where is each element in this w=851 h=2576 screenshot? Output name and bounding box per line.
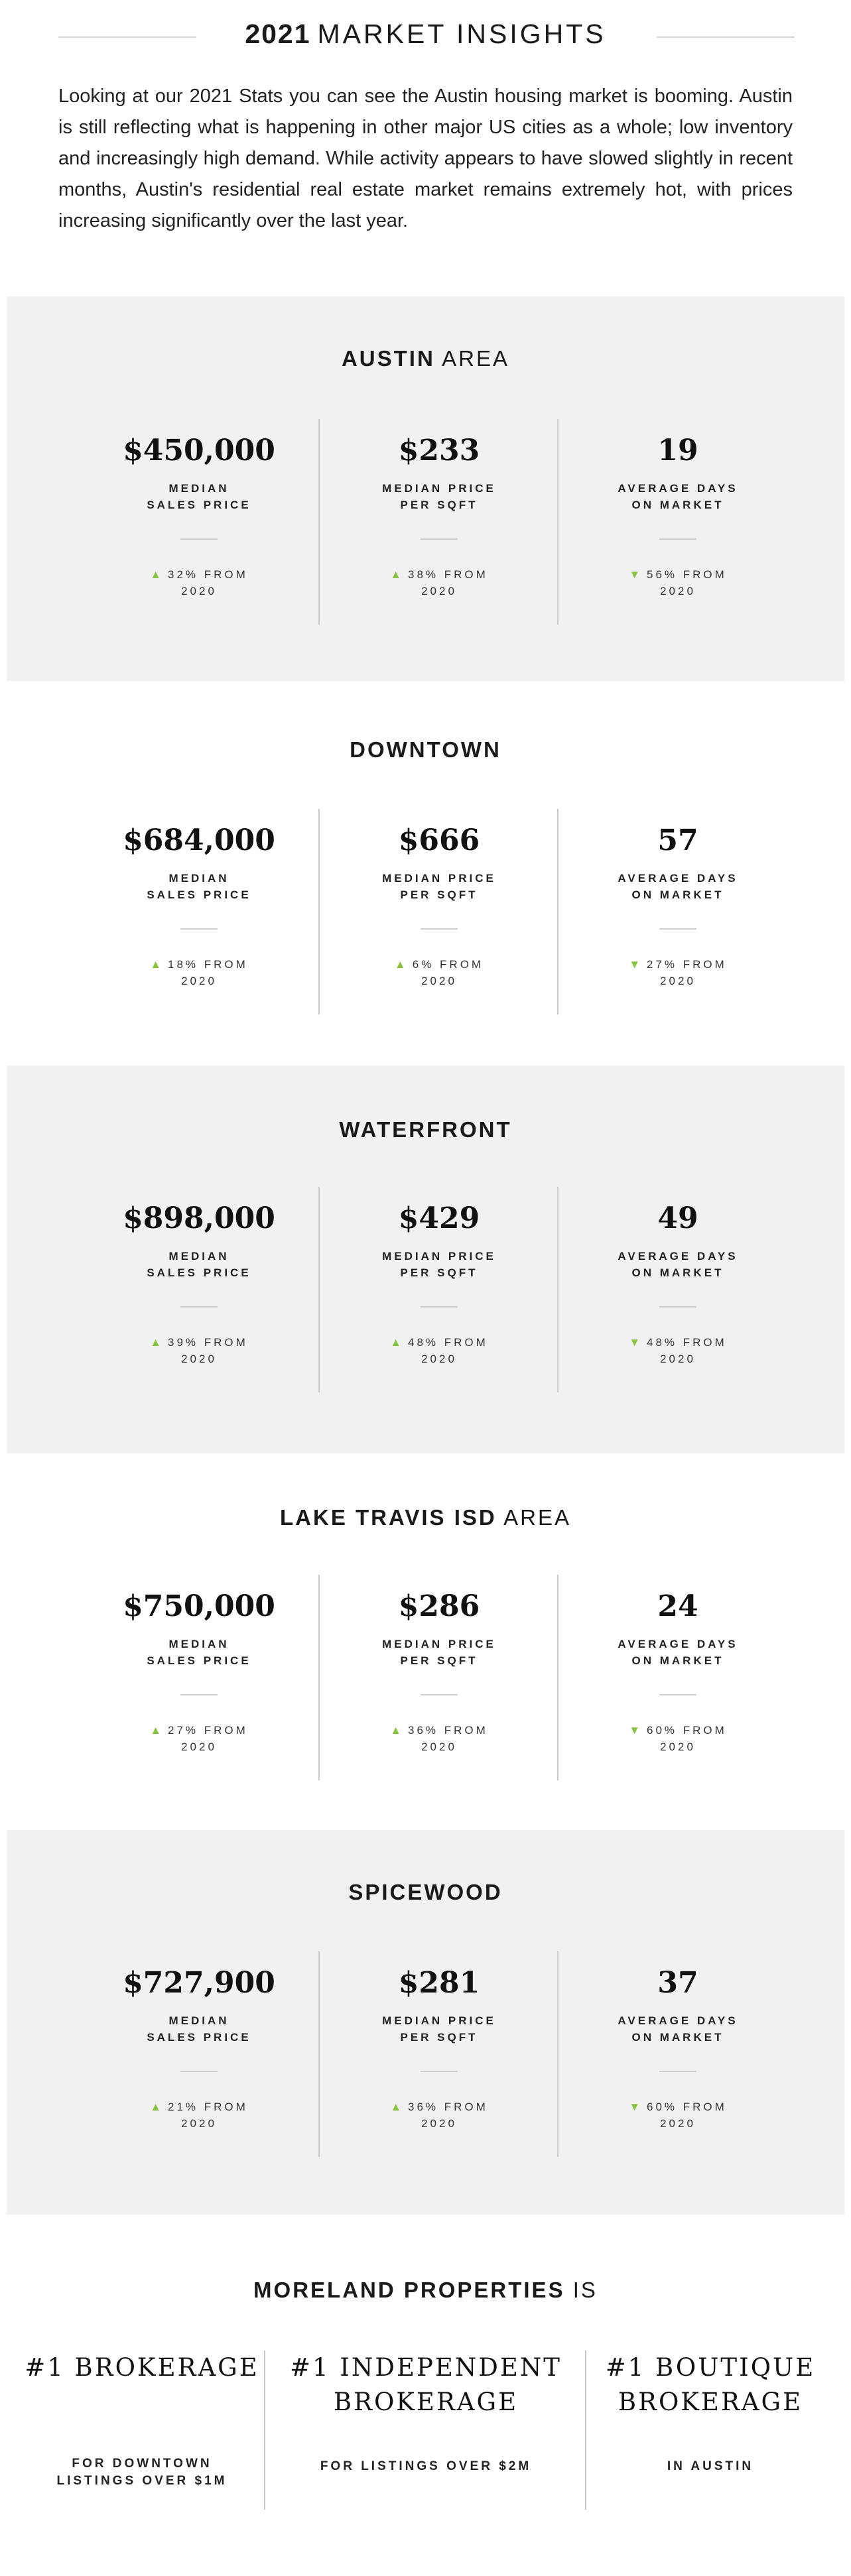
- divider: [659, 2071, 696, 2072]
- page-header: [0, 0, 851, 78]
- stat-value: $286: [398, 1589, 480, 1623]
- stat-value: 49: [657, 1201, 698, 1235]
- divider: [659, 928, 696, 930]
- stat-change-text: 48% FROM 2020: [647, 1336, 727, 1365]
- stat-median-price-per-sqft: [318, 419, 558, 625]
- arrow-up-icon: ▲: [150, 568, 162, 581]
- page-title: [0, 19, 851, 50]
- stat-change: [80, 2099, 318, 2132]
- award-independent-brokerage: [264, 2351, 586, 2510]
- stat-label: AVERAGE DAYS ON MARKET: [618, 2014, 738, 2044]
- stat-change: [558, 956, 797, 989]
- section-austin: [7, 296, 844, 681]
- section-waterfront: [7, 1066, 844, 1453]
- section-title: [7, 346, 844, 371]
- footer-title: [0, 2278, 851, 2303]
- stat-value: $898,000: [123, 1201, 275, 1235]
- stat-label: AVERAGE DAYS ON MARKET: [618, 1250, 738, 1279]
- stat-change-text: 6% FROM 2020: [412, 958, 484, 987]
- stat-median-sales-price: [80, 809, 318, 1014]
- stats-row: [7, 1187, 844, 1392]
- stat-change-text: 27% FROM 2020: [168, 1724, 248, 1753]
- divider: [180, 1694, 218, 1695]
- divider: [180, 928, 218, 930]
- divider: [659, 1306, 696, 1308]
- section-title: [7, 1880, 844, 1905]
- stat-value: 24: [657, 1589, 698, 1623]
- divider: [421, 928, 458, 930]
- stat-average-days-on-market: [557, 809, 797, 1014]
- stat-label: MEDIAN SALES PRICE: [147, 872, 251, 901]
- stats-row: [7, 419, 844, 625]
- arrow-down-icon: ▼: [629, 2101, 641, 2113]
- stat-change-text: 60% FROM 2020: [647, 1724, 727, 1753]
- footer-title-light: IS: [572, 2278, 598, 2302]
- section-spicewood: [7, 1830, 844, 2215]
- section-title-bold: LAKE TRAVIS ISD: [280, 1505, 497, 1530]
- stat-value: $684,000: [123, 824, 275, 857]
- stat-value: $750,000: [123, 1589, 275, 1623]
- stat-change-text: 27% FROM 2020: [647, 958, 727, 987]
- award-boutique-brokerage: [585, 2351, 834, 2510]
- stat-median-sales-price: [80, 1575, 318, 1780]
- stat-median-sales-price: [80, 419, 318, 625]
- award-headline: #1 INDEPENDENT BROKERAGE: [290, 2353, 562, 2416]
- arrow-up-icon: ▲: [150, 958, 162, 971]
- arrow-down-icon: ▼: [629, 1724, 641, 1737]
- stats-row: [7, 809, 844, 1014]
- stat-median-price-per-sqft: [318, 1951, 558, 2157]
- stat-median-price-per-sqft: [318, 1187, 558, 1392]
- section-title-light: AREA: [442, 346, 510, 371]
- stat-change-text: 18% FROM 2020: [168, 958, 248, 987]
- stat-label: MEDIAN SALES PRICE: [147, 1250, 251, 1279]
- arrow-down-icon: ▼: [629, 958, 641, 971]
- stat-change: [80, 956, 318, 989]
- stat-label: MEDIAN SALES PRICE: [147, 1638, 251, 1667]
- stat-label: MEDIAN SALES PRICE: [147, 2014, 251, 2044]
- stat-average-days-on-market: [557, 419, 797, 625]
- arrow-up-icon: ▲: [390, 2101, 402, 2113]
- arrow-up-icon: ▲: [394, 958, 406, 971]
- header-rule-right: [657, 36, 795, 38]
- stat-change-text: 32% FROM 2020: [168, 568, 248, 597]
- award-brokerage: [20, 2351, 264, 2510]
- section-title: [7, 1117, 844, 1142]
- stat-median-sales-price: [80, 1951, 318, 2157]
- section-title-bold: SPICEWOOD: [348, 1880, 503, 1904]
- stat-value: 57: [657, 824, 698, 857]
- stat-change: [320, 566, 558, 599]
- stat-average-days-on-market: [557, 1575, 797, 1780]
- footer-title-bold: MORELAND PROPERTIES: [253, 2278, 565, 2302]
- stat-change: [80, 566, 318, 599]
- stat-label: AVERAGE DAYS ON MARKET: [618, 1638, 738, 1667]
- arrow-up-icon: ▲: [390, 1724, 402, 1737]
- divider: [659, 1694, 696, 1695]
- arrow-up-icon: ▲: [390, 568, 402, 581]
- section-title-bold: WATERFRONT: [339, 1117, 512, 1142]
- award-detail: FOR DOWNTOWN LISTINGS OVER $1M: [56, 2457, 228, 2488]
- divider: [659, 538, 696, 540]
- stat-value: $450,000: [123, 434, 275, 467]
- stat-label: MEDIAN PRICE PER SQFT: [382, 2014, 496, 2044]
- stat-change-text: 36% FROM 2020: [408, 2101, 488, 2130]
- stat-change: [558, 1334, 797, 1367]
- stat-value: $666: [398, 824, 480, 857]
- arrow-down-icon: ▼: [629, 1336, 641, 1349]
- divider: [421, 1694, 458, 1695]
- stat-change: [320, 2099, 558, 2132]
- divider: [421, 538, 458, 540]
- stat-change: [558, 2099, 797, 2132]
- divider: [180, 2071, 218, 2072]
- stat-value: $727,900: [123, 1966, 275, 2000]
- stat-label: MEDIAN PRICE PER SQFT: [382, 482, 496, 511]
- stat-change-text: 48% FROM 2020: [408, 1336, 488, 1365]
- section-title: [7, 1505, 844, 1530]
- section-downtown: [7, 681, 844, 1066]
- stat-change-text: 38% FROM 2020: [408, 568, 488, 597]
- section-title-light: AREA: [503, 1505, 571, 1530]
- arrow-up-icon: ▲: [150, 1336, 162, 1349]
- stat-median-sales-price: [80, 1187, 318, 1392]
- stat-value: 19: [657, 434, 698, 467]
- section-title: [7, 737, 844, 763]
- award-detail: IN AUSTIN: [667, 2459, 754, 2473]
- divider: [180, 538, 218, 540]
- stat-value: $233: [398, 434, 480, 467]
- stat-value: $429: [398, 1201, 480, 1235]
- stat-change-text: 56% FROM 2020: [647, 568, 727, 597]
- arrow-down-icon: ▼: [629, 568, 641, 581]
- stats-row: [7, 1575, 844, 1780]
- stat-change: [320, 956, 558, 989]
- stat-value: 37: [657, 1966, 698, 2000]
- divider: [180, 1306, 218, 1308]
- award-headline: #1 BROKERAGE: [25, 2353, 259, 2382]
- award-headline: #1 BOUTIQUE BROKERAGE: [605, 2353, 816, 2416]
- stat-change: [558, 566, 797, 599]
- stat-label: MEDIAN PRICE PER SQFT: [382, 1250, 496, 1279]
- stat-average-days-on-market: [557, 1951, 797, 2157]
- stat-change-text: 60% FROM 2020: [647, 2101, 727, 2130]
- stat-label: AVERAGE DAYS ON MARKET: [618, 872, 738, 901]
- divider: [421, 2071, 458, 2072]
- stat-average-days-on-market: [557, 1187, 797, 1392]
- stat-median-price-per-sqft: [318, 1575, 558, 1780]
- section-title-bold: AUSTIN: [341, 346, 435, 371]
- stat-change-text: 36% FROM 2020: [408, 1724, 488, 1753]
- intro-paragraph: Looking at our 2021 Stats you can see the Austin housing market is booming. Austin is still reflecting what is happening in other major US cities as a whole; low inventory and increasingly high demand. While activity appears to have slowed slightly in recent months, Austin's residential real estate market remains extremely hot, with prices increasing significantly over the last year.: [58, 86, 793, 231]
- stat-change: [80, 1722, 318, 1755]
- divider: [421, 1306, 458, 1308]
- stat-change: [320, 1334, 558, 1367]
- section-lake-travis: [7, 1453, 844, 1830]
- stat-change: [320, 1722, 558, 1755]
- stat-label: MEDIAN PRICE PER SQFT: [382, 872, 496, 901]
- stat-label: MEDIAN PRICE PER SQFT: [382, 1638, 496, 1667]
- title-text: MARKET INSIGHTS: [317, 19, 606, 49]
- stat-change: [80, 1334, 318, 1367]
- arrow-up-icon: ▲: [150, 1724, 162, 1737]
- stat-change-text: 21% FROM 2020: [168, 2101, 248, 2130]
- section-title-bold: DOWNTOWN: [350, 737, 501, 762]
- stat-median-price-per-sqft: [318, 809, 558, 1014]
- arrow-up-icon: ▲: [390, 1336, 402, 1349]
- stat-label: MEDIAN SALES PRICE: [147, 482, 251, 511]
- stats-row: [7, 1951, 844, 2157]
- stat-value: $281: [398, 1966, 480, 2000]
- stat-change: [558, 1722, 797, 1755]
- award-detail: FOR LISTINGS OVER $2M: [320, 2459, 532, 2473]
- arrow-up-icon: ▲: [150, 2101, 162, 2113]
- title-year: 2021: [245, 19, 311, 49]
- stat-change-text: 39% FROM 2020: [168, 1336, 248, 1365]
- stat-label: AVERAGE DAYS ON MARKET: [618, 482, 738, 511]
